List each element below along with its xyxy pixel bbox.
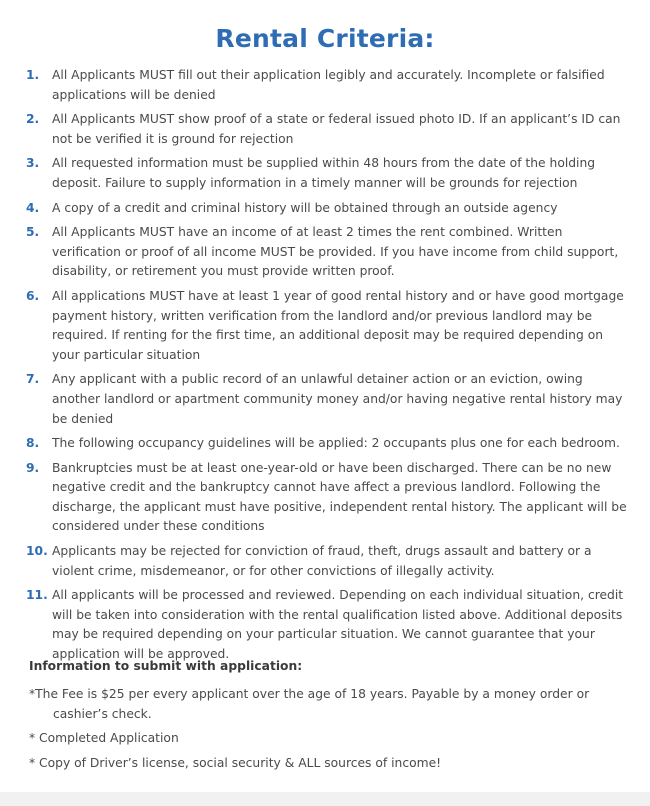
info-list (29, 685, 635, 778)
criteria-text: All applications MUST have at least 1 year of good rental history and or have good mortgage payment history, written verification from the landlord and/or previous landlord may be required. If renting for the first time, an additional deposit may be required depending on your particular situation (52, 288, 624, 362)
criteria-item (26, 287, 634, 365)
info-heading: Information to submit with application: (29, 659, 303, 673)
criteria-number: 3. (26, 156, 40, 171)
info-item-documents: * Copy of Driver’s license, social security & ALL sources of income! (29, 755, 442, 770)
page-bottom-band (0, 792, 650, 806)
criteria-text: All applicants will be processed and reviewed. Depending on each individual situation, credit will be taken into consideration with the rental qualification listed above. Additional deposits may be required depending on your particular situation. We cannot guarantee that your application will be approved. (52, 588, 624, 662)
criteria-text: A copy of a credit and criminal history will be obtained through an outside agency (52, 200, 558, 215)
info-item-application: * Completed Application (29, 731, 179, 746)
criteria-item (26, 459, 634, 537)
criteria-item (26, 542, 634, 581)
criteria-text: Bankruptcies must be at least one-year-old or have been discharged. There can be no new negative credit and the bankruptcy cannot have affect a previous landlord. Following the discharge, the applicant must have positive, independent rental history. The applicant will be considered under these conditions (52, 460, 627, 534)
criteria-text: The following occupancy guidelines will be applied: 2 occupants plus one for each bedroom. (52, 436, 620, 451)
criteria-text: All Applicants MUST have an income of at least 2 times the rent combined. Written verification or proof of all income MUST be provided. If you have income from child support, disability, or retirement you must provide written proof. (52, 225, 619, 279)
criteria-text: All Applicants MUST show proof of a state or federal issued photo ID. If an applicant’s ID can not be verified it is ground for rejection (52, 112, 621, 146)
criteria-item (26, 154, 634, 193)
criteria-item (26, 223, 634, 282)
criteria-number: 11. (26, 588, 48, 603)
info-item-fee: *The Fee is $25 per every applicant over the age of 18 years. Payable by a money order or cashier’s check. (29, 687, 590, 721)
criteria-item (26, 370, 634, 429)
criteria-number: 9. (26, 460, 40, 475)
criteria-list (26, 66, 634, 670)
criteria-number: 2. (26, 112, 40, 127)
criteria-number: 6. (26, 288, 40, 303)
criteria-number: 5. (26, 225, 40, 240)
criteria-number: 7. (26, 372, 40, 387)
page-title: Rental Criteria: (215, 24, 435, 53)
criteria-number: 8. (26, 436, 40, 451)
criteria-number: 4. (26, 200, 40, 215)
criteria-item (26, 66, 634, 105)
criteria-number: 1. (26, 68, 40, 82)
criteria-text: All Applicants MUST fill out their application legibly and accurately. Incomplete or falsified applications will be denied (52, 68, 605, 102)
criteria-item (26, 199, 634, 219)
criteria-text: All requested information must be supplied within 48 hours from the date of the holding deposit. Failure to supply information in a timely manner will be grounds for rejection (52, 156, 596, 190)
criteria-item (26, 586, 634, 664)
criteria-item (26, 434, 634, 454)
criteria-number: 10. (26, 544, 48, 559)
criteria-item (26, 110, 634, 149)
criteria-text: Any applicant with a public record of an unlawful detainer action or an eviction, owing another landlord or apartment community money and/or having negative rental history may be denied (52, 372, 623, 426)
criteria-text: Applicants may be rejected for conviction of fraud, theft, drugs assault and battery or a violent crime, misdemeanor, or for other convictions of illegally activity. (52, 544, 592, 578)
